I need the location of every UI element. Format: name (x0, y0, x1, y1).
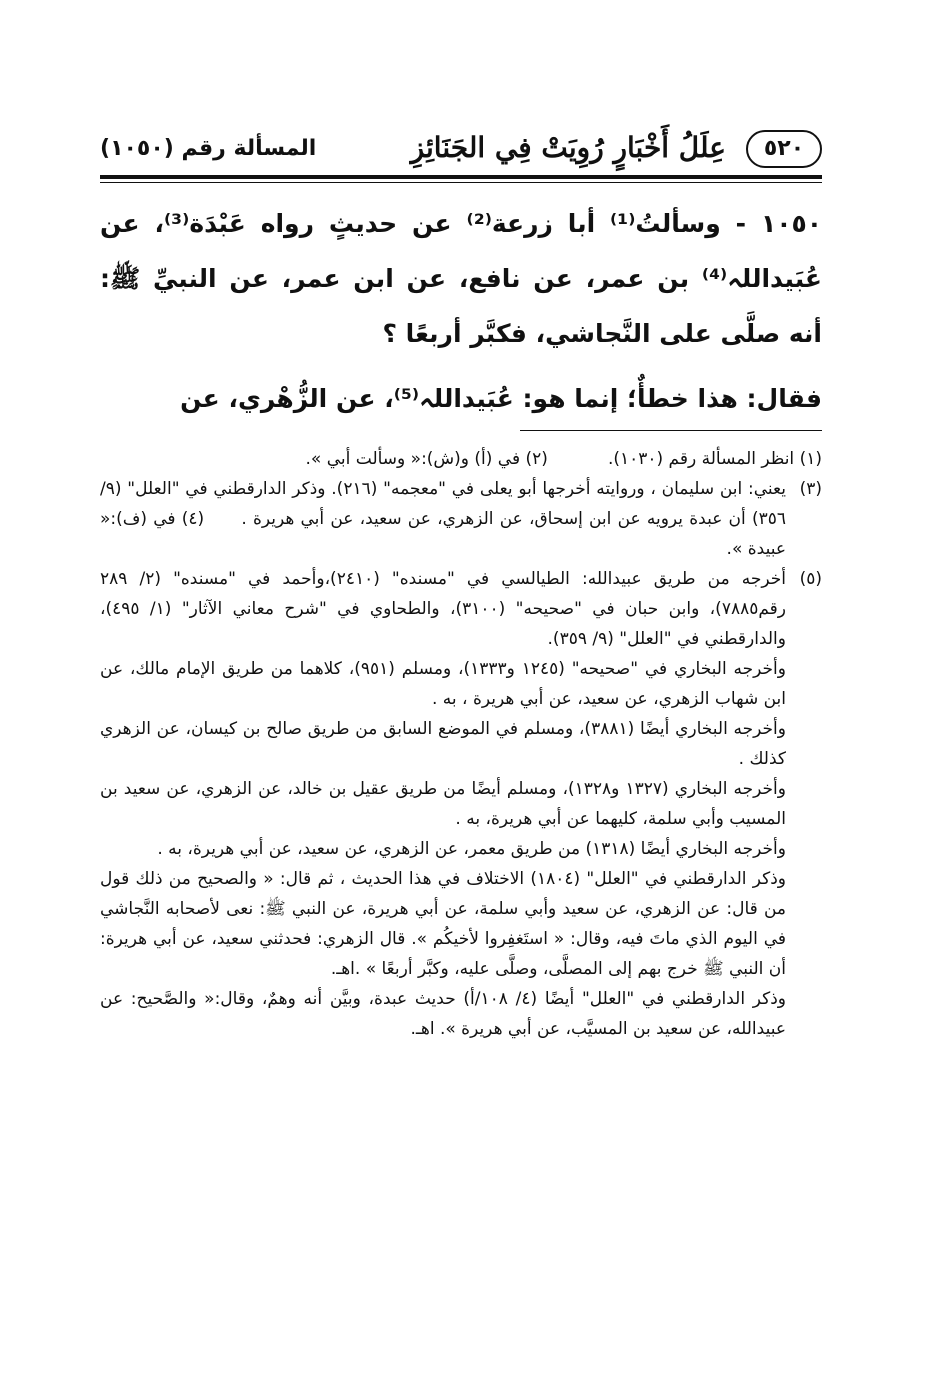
header-rule-thick (100, 175, 822, 179)
footnote-5-paragraph: وذكر الدارقطني في "العلل" (١٨٠٤) الاختلاف في هذا الحديث ، ثم قال: « والصحيح من ذلك قول من قال: عن الزهري، عن سعيد وأبي سلمة، عن أبي هريرة، عن النبي ﷺ: نعى لأصحابه النَّجاشي في اليوم الذي ماتَ فيه، وقال: « استَغفِروا لأخيكُم ». قال الزهري: فحدثني سعيد، عن أبي هريرة: أن النبي ﷺ خرج بهم إلى المصلَّى، وصلَّى عليه، وكبَّر أربعًا » .اهـ. (100, 869, 786, 979)
footnote-number: (٣) (799, 479, 822, 499)
header-rule-thin (100, 182, 822, 183)
page-header (100, 126, 822, 172)
footnote-5-paragraph: وأخرجه البخاري أيضًا (٣٨٨١)، ومسلم في الموضع السابق من طريق صالح بن كيسان، عن الزهري كذلك . (100, 719, 786, 769)
footnote-row-1-2 (100, 444, 822, 474)
footnote-5-paragraph: وأخرجه البخاري أيضًا (١٣١٨) من طريق معمر، عن الزهري، عن سعيد، عن أبي هريرة، به . (157, 839, 786, 859)
footnote-5-paragraph: وأخرجه البخاري في "صحيحه" (١٢٤٥ و١٣٣٣)، ومسلم (٩٥١)، كلاهما من طريق الإمام مالك، عن ابن شهاب الزهري، عن سعيد، عن أبي هريرة ، به . (100, 659, 786, 709)
footnote-5-paragraph: أخرجه من طريق عبيدالله: الطيالسي في "مسنده" (٢٤١٠)،وأحمد في "مسنده" (٢/ ٢٨٩ رقم٧٨٨٥)، وابن حبان في "صحيحه" (٣١٠٠)، والطحاوي في "شرح معاني الآثار" (١/ ٤٩٥)، والدارقطني في "العلل" (٩/ ٣٥٩). (100, 569, 786, 649)
footnote-4-text: في (ف):« عبيدة ». (100, 509, 786, 559)
main-paragraph-question: ١٠٥٠ - وسألتُ⁽¹⁾ أبا زرعة⁽²⁾ عن حديثٍ رواه عَبْدَة⁽³⁾، عن عُبَيداللہ⁽⁴⁾ بن عمر، عن نافع، عن ابن عمر، عن النبيِّ ﷺ: أنه صلَّى على النَّجاشي، فكبَّر أربعًا ؟ (100, 209, 822, 348)
footnote-text: في (أ) و(ش):« وسألت أبي ». (305, 449, 521, 469)
footnote-4-number: (٤) (181, 509, 205, 529)
footnote-divider (520, 430, 822, 431)
main-paragraph-answer: فقال: هذا خطأٌ؛ إنما هو: عُبَيداللہ⁽⁵⁾، عن الزُّهْري، عن (180, 384, 822, 413)
footnote-5 (100, 564, 822, 1044)
footnote-text: يعني: ابن سليمان ، وروايته أخرجها أبو يعلى في "معجمه" (٢١٦). وذكر الدارقطني في "العلل" (٩/ ٣٥٦) أن عبدة يرويه عن ابن إسحاق، عن الزهري، عن سعيد، عن أبي هريرة . (100, 479, 786, 529)
footnote-5-paragraph: وذكر الدارقطني في "العلل" أيضًا (٤/ ١٠٨/أ) حديث عبدة، وبيَّن أنه وهمٌ، وقال:« والصَّحيح: عن عبيدالله، عن سعيد بن المسيَّب، عن أبي هريرة ». اهـ. (100, 989, 787, 1039)
footnote-2 (306, 444, 548, 474)
main-text (100, 196, 822, 426)
footnotes (100, 444, 822, 1044)
footnote-3 (100, 474, 822, 564)
footnote-5-paragraph: وأخرجه البخاري (١٣٢٧ و١٣٢٨)، ومسلم أيضًا من طريق عقيل بن خالد، عن الزهري، عن سعيد بن المسيب وأبي سلمة، كليهما عن أبي هريرة، به . (100, 779, 786, 829)
footnote-text: انظر المسألة رقم (١٠٣٠). (607, 449, 795, 469)
footnote-number: (٢) (525, 449, 548, 469)
book-title: عِلَلُ أَخْبَارٍ رُوِيَتْ فِي الجَنَائِزِ (410, 131, 726, 164)
footnote-1 (608, 444, 822, 474)
footnote-number: (١) (799, 449, 822, 469)
page-number: ٥٢٠ (746, 130, 822, 168)
footnote-number: (٥) (799, 569, 822, 589)
issue-title: المسألة رقم (١٠٥٠) (100, 136, 317, 161)
